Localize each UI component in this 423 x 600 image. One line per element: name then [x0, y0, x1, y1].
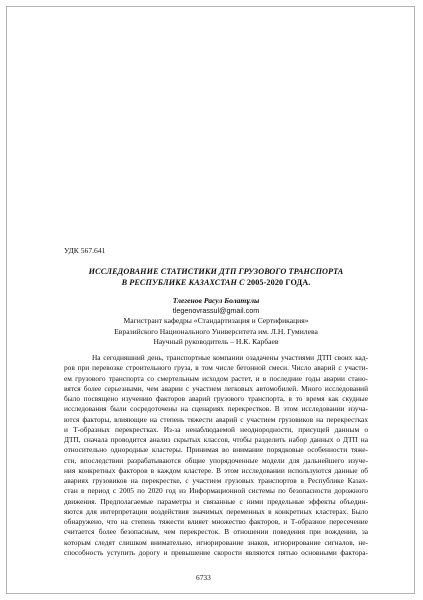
author-name: Тлегенов Расул Болатұлы [172, 296, 260, 305]
title-line-2 [64, 277, 368, 288]
body-line: сти, впоследствии разрабатываются общие упорядоченные модели для дальнейшего изуче- [64, 455, 368, 465]
title-line-2-post: ГОДА. [283, 278, 311, 287]
body-line: вятся более серьезными, чем аварии с участием легковых автомобилей. Много исследований [64, 383, 368, 393]
body-line: способность уступить дорогу и превышение скорости являются пятью основными фактора- [64, 547, 368, 557]
body-line: исследования были сосредоточены на сценариях перекрестков. В этом исследовании изуча- [64, 404, 368, 414]
body-line: движения. Предполагаемые параметры и связанные с ними предельные эффекты объедин- [64, 496, 368, 506]
body-line: считается более безопасным, чем перекресток. В отношении поведения при вождении, за [64, 527, 368, 537]
author-email: tlegenovrassul@gmail.com [172, 306, 260, 316]
article-title [64, 266, 368, 288]
body-line: ров при перевозке строительного груза, в том числе бетонной смеси. Число аварий с участи- [64, 363, 368, 373]
body-paragraph [64, 353, 368, 558]
title-line-2-years: 2005-2020 [246, 278, 284, 287]
body-line: которым следят слишком внимательно, игнорирование знаков, игнорирование сигналов, не- [64, 537, 368, 547]
body-line: и Т-образных перекрестках. Из-за ненаблюдаемой неоднородности, присущей данным о [64, 424, 368, 434]
affiliation-line-2: Евразийского Национального Университета им. Л.Н. Гумилева [114, 326, 318, 336]
body-line: ем грузового транспорта со смертельным исходом растет, и в последние годы аварии стано- [64, 373, 368, 383]
title-line-1: ИССЛЕДОВАНИЕ СТАТИСТИКИ ДТП ГРУЗОВОГО ТРАНСПОРТА [88, 267, 344, 276]
supervisor: Научный руководитель – Н.К. Карбаев [153, 336, 279, 346]
page-number: 6733 [196, 573, 211, 582]
body-line: обнаружено, что на степень тяжести влияет множество факторов, и Т-образное пересечение [64, 517, 368, 526]
body-line: На сегодняшний день, транспортные компании озадачены участиями ДТП своих кад- [92, 353, 368, 362]
body-line: ДТП, сначала проводится анализ скрытых классов, чтобы разделить набор данных о ДТП на [64, 435, 368, 444]
body-line: ния конкретных факторов в каждом кластере. В этом исследовании используются данные об [64, 465, 368, 475]
udk-code: УДК 567.641 [64, 246, 106, 255]
title-line-2-pre: В РЕСПУБЛИКЕ КАЗАХСТАН С [121, 278, 247, 287]
body-line: яются для интерпретации воздействия значимых переменных в конкретных кластерах. Было [64, 506, 368, 516]
body-line: было посвящено изучению факторов аварий грузового транспорта, в то время как скудные [64, 394, 368, 403]
body-line: ются факторы, влияющие на степень тяжести аварий с участием грузовиков на перекрестках [64, 414, 368, 424]
author-block [64, 296, 368, 347]
affiliation-line-1: Магистрант кафедры «Стандартизация и Сертификация» [123, 316, 309, 326]
body-line: относительно однородные кластеры. Принимая во внимание порядковые особенности тяже- [64, 445, 368, 455]
body-line: авариях грузовиков на перекрестке, с участием грузовых транспортов в Республике Казах- [64, 476, 368, 485]
body-line: стан в период с 2005 по 2020 год из Информационной системы по безопасности дорожного [64, 486, 368, 496]
